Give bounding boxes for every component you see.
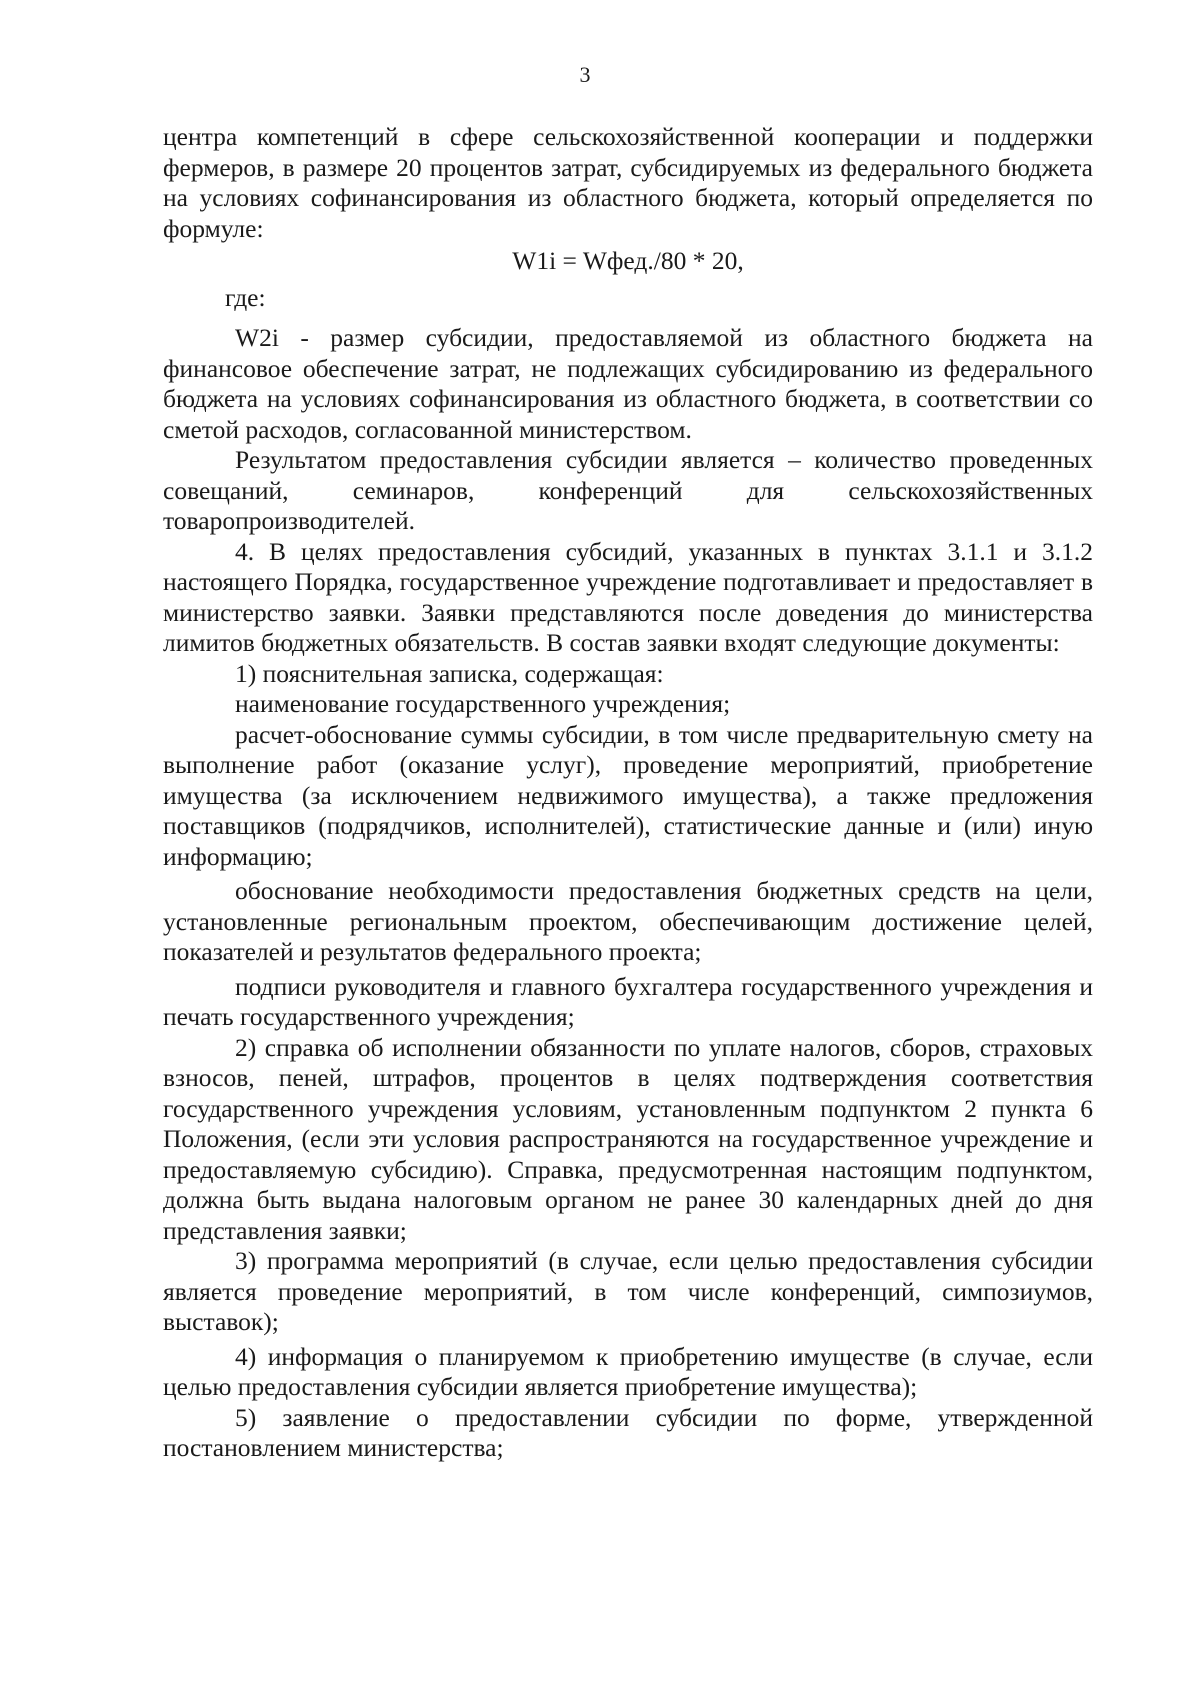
where-label: где: — [225, 282, 266, 312]
list-item-4: 4) информация о планируемом к приобретению имуществе (в случае, если целью предоставления субсидии является приобретение имущества); — [163, 1341, 1093, 1401]
paragraph-item-4: 4. В целях предоставления субсидий, указанных в пунктах 3.1.1 и 3.1.2 настоящего Порядка, государственное учреждение подготавливает и предоставляет в министерство заявки. Заявки представляются после доведения до министерства лимитов бюджетных обязательств. В состав заявки входят следующие документы: — [163, 536, 1093, 657]
list-item-5: 5) заявление о предоставлении субсидии по форме, утвержденной постановлением министерства; — [163, 1402, 1093, 1462]
formula-w1i: W1i = Wфед./80 * 20, — [512, 246, 744, 275]
list-subitem-name: наименование государственного учреждения; — [235, 689, 731, 718]
paragraph-result: Результатом предоставления субсидии является – количество проведенных совещаний, семинаров, конференций для сельскохозяйственных товаропроизводителей. — [163, 445, 1093, 535]
list-subitem-calculation: расчет-обоснование суммы субсидии, в том числе предварительную смету на выполнение работ (оказание услуг), проведение мероприятий, приобретение имущества (за исключением недвижимого имущества), а также предложения поставщиков (подрядчиков, исполнителей), статистические данные и (или) иную информацию; — [163, 719, 1093, 871]
list-item-1: 1) пояснительная записка, содержащая: — [235, 658, 664, 688]
list-item-2: 2) справка об исполнении обязанности по уплате налогов, сборов, страховых взносов, пеней, штрафов, процентов в целях подтверждения соответствия государственного учреждения условиям, установленным подпунктом 2 пункта 6 Положения, (если эти условия распространяются на государственное учреждение и предоставляемую субсидию). Справка, предусмотренная настоящим подпунктом, должна быть выдана налоговым органом не ранее 30 календарных дней до дня представления заявки; — [163, 1032, 1093, 1245]
paragraph-continuation: центра компетенций в сфере сельскохозяйственной кооперации и поддержки фермеров, в размере 20 процентов затрат, субсидируемых из федерального бюджета на условиях софинансирования из областного бюджета, который определяется по формуле: — [163, 122, 1093, 243]
page-number: 3 — [579, 62, 591, 87]
list-subitem-signatures: подписи руководителя и главного бухгалтера государственного учреждения и печать государственного учреждения; — [163, 971, 1093, 1031]
list-subitem-justification: обоснование необходимости предоставления бюджетных средств на цели, установленные региональным проектом, обеспечивающим достижение целей, показателей и результатов федерального проекта; — [163, 876, 1093, 966]
list-item-3: 3) программа мероприятий (в случае, если целью предоставления субсидии является проведение мероприятий, в том числе конференций, симпозиумов, выставок); — [163, 1246, 1093, 1336]
paragraph-w2i: W2i - размер субсидии, предоставляемой из областного бюджета на финансовое обеспечение затрат, не подлежащих субсидированию из федерального бюджета на условиях софинансирования из областного бюджета, в соответствии со сметой расходов, согласованной министерством. — [163, 323, 1093, 444]
document-body — [163, 122, 1093, 1464]
